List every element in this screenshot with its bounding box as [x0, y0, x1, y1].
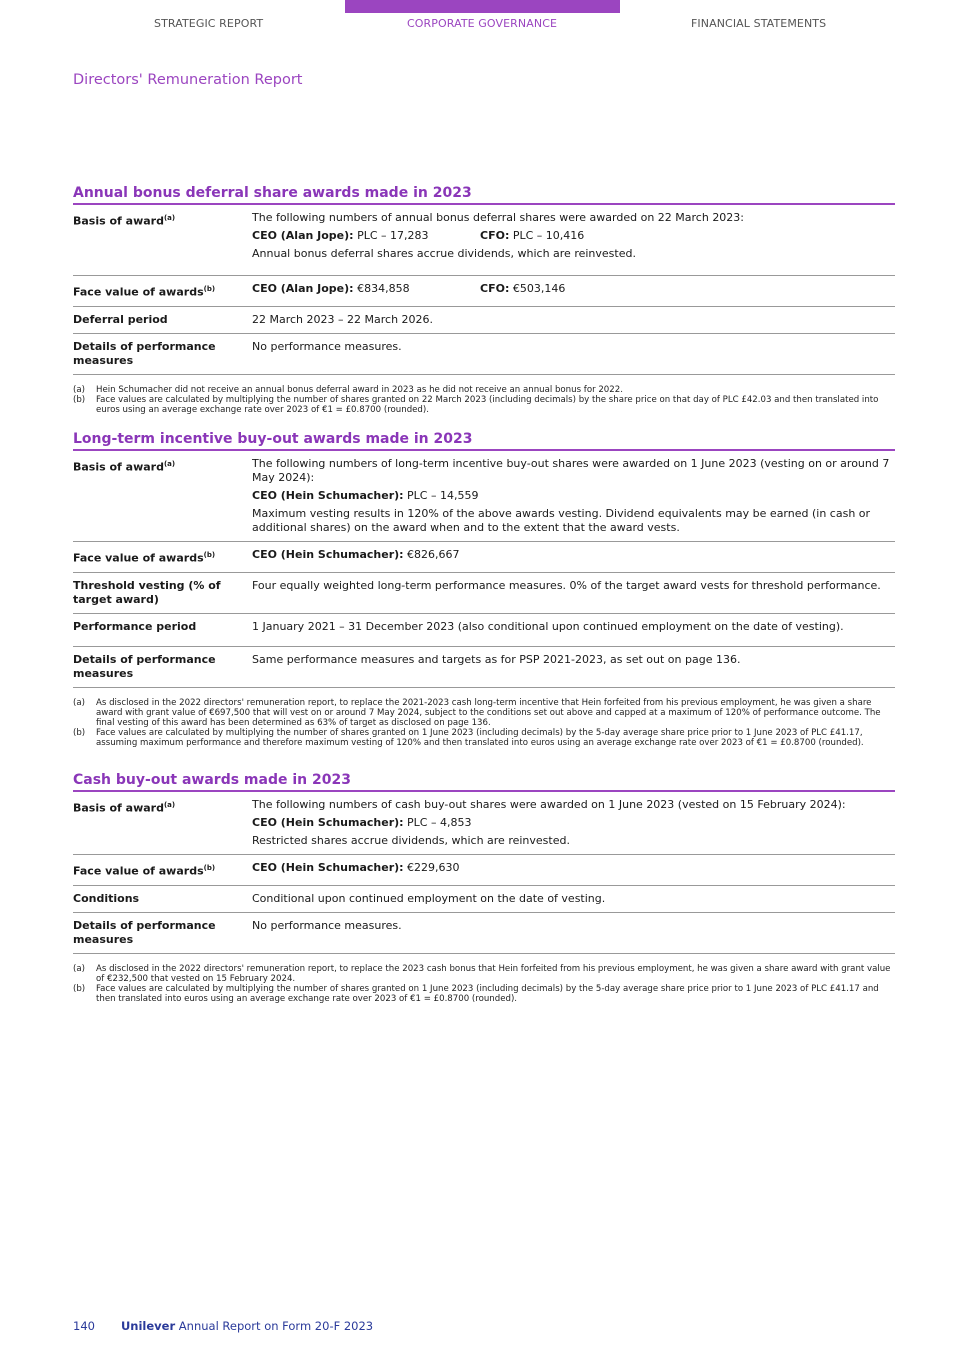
footnote-text: As disclosed in the 2022 directors' remuneration report, to replace the 2023 cash bonus that Hein forfeited from his previous employment, he was given a share award with grant value of €232,500 that vested on 15 February 2024.	[96, 963, 891, 984]
bold-text: CFO:	[480, 282, 510, 295]
label-text: Basis of award	[73, 214, 164, 228]
value-line	[252, 653, 895, 667]
text: €229,630	[403, 861, 460, 874]
footnote-text: Face values are calculated by multiplying the number of shares granted on 22 March 2023 (including decimals) by the share price on that day of PLC £42.03 and then translated into euros using an average exchange rate over 2023 of €1 = £0.8700 (rounded).	[96, 394, 879, 415]
value-line	[252, 834, 895, 848]
text: Conditional upon continued employment on the date of vesting.	[252, 891, 606, 905]
section-ltip-buyout	[73, 431, 895, 748]
footnote-ref: (b)	[203, 551, 216, 559]
text: PLC – 4,853	[403, 816, 472, 829]
footnotes	[73, 385, 895, 415]
footnote-text: Face values are calculated by multiplying the number of shares granted on 1 June 2023 (including decimals) by the 5-day average share price prior to 1 June 2023 of PLC £41.17, assuming maximum performance and therefore maximum vesting of 120% and then translated into euros using an average exchange rate over 2023 of €1 = £0.8700 (rounded).	[96, 727, 864, 748]
footnote-key: (b)	[73, 394, 86, 405]
brand-name: Unilever	[120, 1319, 176, 1333]
footnote-text: Hein Schumacher did not receive an annual bonus deferral award in 2023 as he did not receive an annual bonus for 2022.	[96, 384, 623, 395]
nav-corporate-governance[interactable]: CORPORATE GOVERNANCE	[407, 17, 558, 30]
label-text: Details of performance measures	[73, 918, 216, 946]
section-cash-buyout	[73, 772, 895, 1004]
value-line	[252, 861, 895, 875]
text: PLC – 17,283	[353, 229, 429, 242]
text: €826,667	[403, 548, 460, 561]
footnote-ref: (a)	[163, 801, 176, 809]
bold-text: CEO (Hein Schumacher):	[252, 548, 404, 561]
label-text: Details of performance measures	[73, 652, 216, 680]
row-label	[73, 334, 252, 374]
text: No performance measures.	[252, 918, 402, 932]
row-value	[252, 855, 895, 885]
footnotes	[73, 698, 895, 748]
row-value	[252, 614, 895, 646]
label-text: Basis of award	[73, 460, 164, 474]
row-value	[252, 205, 895, 275]
text: PLC – 14,559	[403, 489, 479, 502]
value-line	[252, 340, 895, 354]
value-column	[480, 229, 708, 243]
row-value	[252, 307, 895, 333]
row-value	[252, 451, 895, 541]
value-line	[252, 620, 895, 634]
text: PLC – 10,416	[509, 229, 585, 242]
label-text: Details of performance measures	[73, 339, 216, 367]
table-row	[73, 276, 895, 307]
section-annual-bonus-deferral	[73, 185, 895, 415]
table-row	[73, 792, 895, 855]
table-row	[73, 307, 895, 334]
nav-strategic-report[interactable]: STRATEGIC REPORT	[154, 17, 264, 30]
row-label	[73, 792, 252, 854]
value-line	[252, 313, 895, 327]
footnote-ref: (b)	[203, 285, 216, 293]
text: €503,146	[509, 282, 566, 295]
value-line	[252, 548, 895, 562]
value-line	[252, 247, 895, 261]
report-title: Annual Report on Form 20-F 2023	[175, 1319, 374, 1333]
table-row	[73, 334, 895, 375]
text: 1 January 2021 – 31 December 2023 (also conditional upon continued employment on the date of vesting).	[252, 619, 844, 633]
section-title: Cash buy-out awards made in 2023	[73, 772, 895, 792]
label-text: Basis of award	[73, 801, 164, 815]
bold-text: CEO (Hein Schumacher):	[252, 861, 404, 874]
row-value	[252, 573, 895, 613]
text: Restricted shares accrue dividends, which are reinvested.	[252, 834, 570, 847]
value-line	[252, 919, 895, 933]
row-value	[252, 647, 895, 687]
bold-text: CEO (Alan Jope):	[252, 282, 354, 295]
footnote	[73, 395, 895, 415]
value-line	[252, 579, 895, 593]
row-label	[73, 542, 252, 572]
text: No performance measures.	[252, 339, 402, 353]
value-column	[252, 229, 480, 243]
label-text: Face value of awards	[73, 285, 204, 299]
page-footer	[73, 1319, 373, 1333]
section-title: Long-term incentive buy-out awards made in 2023	[73, 431, 895, 451]
footnote-key: (a)	[73, 384, 85, 395]
value-column	[252, 282, 480, 296]
footnote	[73, 385, 895, 395]
table-row	[73, 855, 895, 886]
active-section-indicator	[345, 0, 620, 13]
table-row	[73, 647, 895, 688]
label-text: Threshold vesting (% of target award)	[73, 578, 221, 606]
row-value	[252, 334, 895, 374]
value-line	[252, 892, 895, 906]
row-value	[252, 276, 895, 306]
table-row	[73, 205, 895, 276]
row-value	[252, 792, 895, 854]
row-label	[73, 614, 252, 646]
text: Maximum vesting results in 120% of the above awards vesting. Dividend equivalents may be earned (in cash or additional shares) on the award when and to the extent that the award vests.	[252, 507, 871, 534]
footnote-text: Face values are calculated by multiplying the number of shares granted on 1 June 2023 (including decimals) by the 5-day average share price prior to 1 June 2023 of PLC £41.17 and then translated into euros using an average exchange rate over 2023 of €1 = £0.8700 (rounded).	[96, 983, 879, 1004]
table-row	[73, 886, 895, 913]
text: Annual bonus deferral shares accrue dividends, which are reinvested.	[252, 247, 636, 260]
footnote-key: (a)	[73, 963, 85, 974]
footnote-ref: (b)	[203, 864, 216, 872]
nav-financial-statements[interactable]: FINANCIAL STATEMENTS	[691, 17, 827, 30]
section-title: Annual bonus deferral share awards made in 2023	[73, 185, 895, 205]
table-row	[73, 451, 895, 542]
bold-text: CEO (Alan Jope):	[252, 229, 354, 242]
value-line	[252, 457, 895, 485]
table-row	[73, 573, 895, 614]
row-label	[73, 855, 252, 885]
footnote-key: (b)	[73, 727, 86, 738]
value-line	[252, 211, 895, 225]
row-label	[73, 307, 252, 333]
label-text: Face value of awards	[73, 551, 204, 565]
row-label	[73, 451, 252, 541]
row-value	[252, 913, 895, 953]
value-line	[252, 489, 895, 503]
footnote	[73, 728, 895, 748]
row-value	[252, 542, 895, 572]
value-line	[252, 798, 895, 812]
breadcrumb: Directors' Remuneration Report	[73, 72, 303, 88]
footnotes	[73, 964, 895, 1004]
row-value	[252, 886, 895, 912]
footnote-key: (a)	[73, 697, 85, 708]
footnote	[73, 698, 895, 728]
row-label	[73, 573, 252, 613]
footnote-ref: (a)	[163, 214, 176, 222]
text: The following numbers of long-term incentive buy-out shares were awarded on 1 June 2023 (vesting on or around 7 May 2024):	[252, 457, 890, 484]
bold-text: CFO:	[480, 229, 510, 242]
table-row	[73, 542, 895, 573]
text: The following numbers of cash buy-out shares were awarded on 1 June 2023 (vested on 15 February 2024):	[252, 798, 846, 811]
footnote-ref: (a)	[163, 460, 176, 468]
label-text: Conditions	[73, 891, 140, 905]
footnote-text: As disclosed in the 2022 directors' remuneration report, to replace the 2021-2023 cash long-term incentive that Hein forfeited from his previous employment, he was given a share award with grant value of €697,500 that will vest on or around 7 May 2024, subject to the conditions set out above and capped at a maximum of 120% of performance outcome. The final vesting of this award has been determined as 63% of target as disclosed on page 136.	[96, 697, 881, 728]
value-line	[252, 816, 895, 830]
footnote	[73, 984, 895, 1004]
table-row	[73, 913, 895, 954]
row-label	[73, 276, 252, 306]
bold-text: CEO (Hein Schumacher):	[252, 816, 404, 829]
row-label	[73, 647, 252, 687]
footnote	[73, 964, 895, 984]
page-number: 140	[73, 1319, 95, 1333]
row-label	[73, 913, 252, 953]
value-line	[252, 507, 895, 535]
text: The following numbers of annual bonus deferral shares were awarded on 22 March 2023:	[252, 211, 745, 224]
text: 22 March 2023 – 22 March 2026.	[252, 312, 434, 326]
text: Same performance measures and targets as for PSP 2021-2023, as set out on page 136.	[252, 652, 741, 666]
row-label	[73, 886, 252, 912]
value-column	[480, 282, 708, 296]
footnote-key: (b)	[73, 983, 86, 994]
label-text: Face value of awards	[73, 864, 204, 878]
text: €834,858	[353, 282, 410, 295]
label-text: Performance period	[73, 619, 197, 633]
value-line	[252, 282, 895, 296]
label-text: Deferral period	[73, 312, 168, 326]
text: Four equally weighted long-term performance measures. 0% of the target award vests for threshold performance.	[252, 578, 881, 592]
value-line	[252, 229, 895, 243]
table-row	[73, 614, 895, 647]
bold-text: CEO (Hein Schumacher):	[252, 489, 404, 502]
row-label	[73, 205, 252, 275]
